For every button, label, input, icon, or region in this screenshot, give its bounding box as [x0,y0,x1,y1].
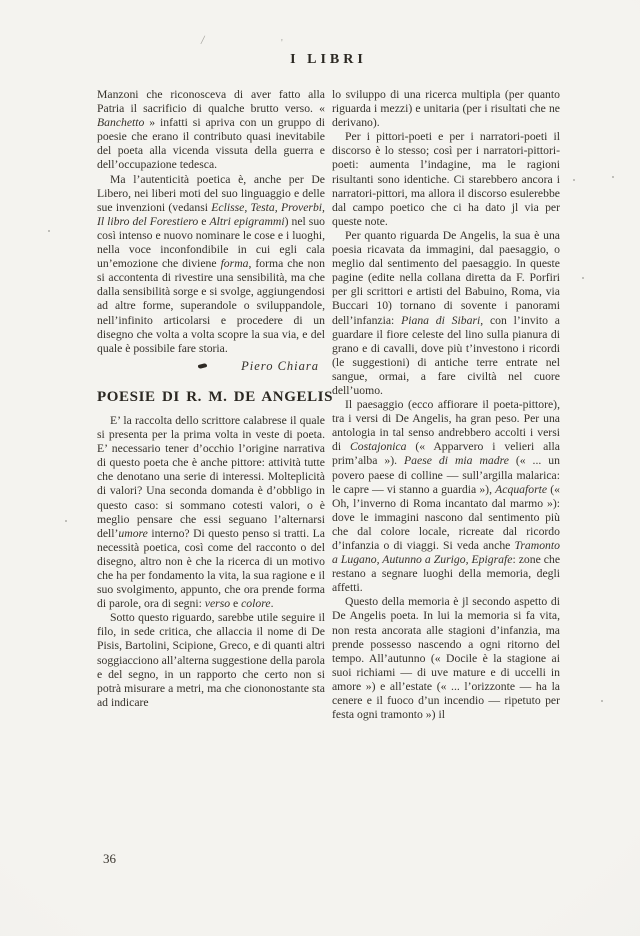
pencil-mark-icon: ' [281,38,283,49]
text-run: Questo della memoria è jl secondo aspetto di De Angelis poeta. In lui la memoria si fa vita, non resta ancorata alle stagioni d’infanzia, ma prende possesso nascendo a ogni ritorno del tempo. All’autunno (« Docile è la stagione ai suoi richiami — di uve mature e di uccelli in amore ») e all’estate (« ... l’orizzonte — ha la cenere e il fuoco d’un incendio — ripetuto per festa ogni tramonto ») il [332,595,560,722]
italic-text-run: Eclisse, Testa, Proverbi, Il libro del Forestiero [97,200,325,228]
text-run: ) nel suo così intenso e nuovo nominare le cose e i luoghi, nella voce inconfondibile in cui egli cala un’emozione che diviene [97,214,326,271]
text-run: , forma che non si accontenta di rivestire una sensibilità, ma che dalla sensibilità sorge e si svolge, aggiungendosi ad altre forme, superandole o sviluppandole, nell’infinito articolarsi e procedere di un disegno che volta a volta scopre la sua via, e del quale è possibile fare storia. [97,257,325,355]
scan-speck [65,520,67,522]
right-column-body [332,88,560,722]
scan-speck [573,179,575,181]
text-run: e [198,214,210,228]
text-run: . [270,597,274,611]
italic-text-run: umore [118,526,148,540]
text-run: : zone che restano a segnare luoghi della memoria, degli affetti. [332,553,561,595]
text-run: Il paesaggio (ecco affiorare il poeta-pittore), tra i versi di De Angelis, ha gran peso. Per una antologia in tal senso andrebbero accolti i versi di [332,398,560,454]
italic-text-run: Paese di mia madre [404,454,509,468]
italic-text-run: Banchetto [97,116,145,130]
scan-speck [601,700,603,702]
text-run: (« Apparvero i velieri alla prim’alba »). [332,440,560,468]
article-de-libero-body [97,88,325,356]
text-run: e [230,597,242,611]
italic-text-run: Acquaforte [495,482,548,496]
text-run: lo sviluppo di una ricerca multipla (per quanto riguarda i mezzi) e unitaria (per i risultati che ne derivano). [332,88,560,130]
scan-speck [582,277,584,279]
italic-text-run: Costajonica [349,440,407,454]
article-title: POESIE DI R. M. DE ANGELIS [97,388,334,405]
paragraph [332,130,560,229]
text-run: Sotto questo riguardo, sarebbe utile seguire il filo, in sede critica, che allaccia il nome di De Pisis, Bartolini, Scipione, Greco, e di quanti altri soggiacciono all’alterna suggestione della parola e del segno, in un rapporto che certo non si potrà misurare a metri, ma che ciononostante sta ad indicare [97,611,325,709]
text-run: » infatti si apriva con un gruppo di poesie che erano il contributo quasi inevitabile del poeta alla vicenda vissuta della guerra e dell’occupazione tedesca. [97,116,325,172]
italic-text-run: verso [204,597,231,611]
left-column [97,88,334,710]
italic-text-run: Piana di Sibari [401,313,481,327]
scan-speck [48,230,50,232]
text-run: Per quanto riguarda De Angelis, la sua è una poesia ricavata da immagini, dal paesaggio, o meglio dal sentimento del paesaggio. In queste pagine (edite nella collana diretta da F. Porfiri per gli scrittori e artisti del Babuino, Roma, via Buccari 10) tornano di sovente i panorami dell’infanzia: [332,228,560,327]
ink-blot-icon [198,363,208,369]
page-number: 36 [103,851,116,866]
paragraph [332,88,560,130]
text-run: Per i pittori-poeti e per i narratori-poeti il discorso è lo stesso; così per i narratori-pittori-poeti: aumenta l’indagine, ma le ragioni risultanti sono identiche. Ci starebbero ancora i narratori-pittori, ma allora il discorso esulerebbe dal campo poetico che ci ha dato jl via per queste note. [332,130,560,228]
text-run: E’ la raccolta dello scrittore calabrese il quale si presenta per la prima volta in veste di poeta. E’ necessario tener d’occhio l’origine narrativa di questo poeta che è anche pittore: attività tutte che denotano una serie di interessi. Molteplicità di valori? Una seconda domanda è d’obbligo in questo caso: si sommano cotesti valori, o è meglio pensare che essi seguano l’alternarsi dell’ [97,413,325,540]
paragraph [332,229,560,398]
author-signature: Piero Chiara [241,358,319,373]
pencil-mark-icon: / [200,31,206,48]
paragraph [97,88,325,173]
italic-text-run: colore [241,597,271,611]
paragraph [97,173,325,356]
signature-row [97,359,319,373]
italic-text-run: forma [220,257,249,271]
text-run: , con l’invito a guardare il fiore celeste del lino sulla pianura di grano e di cavalli, dove più t’investono i ricordi (le suggestioni) di antiche terre entrate nel sangue, ormai, a fare civiltà nel cuore dell’uomo. [332,313,560,397]
text-run: (« Oh, l’inverno di Roma incantato dal marmo »): dove le immagini nascono dal sentimento più che dal colore locale, ricreate dal ricordo d’infanzia o di viaggi. Si veda anche [332,482,560,552]
italic-text-run: Altri epigrammi [209,214,285,228]
paragraph [97,611,325,710]
right-column [332,88,560,722]
text-run: interno? Di questo penso si tratti. La necessità poetica, così come del racconto o del disegno, altro non è che la ricerca di un motivo che ha per fondamento la vita, la sua ragione e il suo svolgimento, appunto, che ora prende forma di parole, ora di segni: [97,526,325,611]
paragraph [332,398,560,595]
paragraph [97,414,325,611]
text-run: Manzoni che riconosceva di aver fatto alla Patria il sacrificio di qualche brutto verso. « [97,88,325,116]
section-masthead: I LIBRI [290,52,367,67]
scan-speck [612,176,614,178]
text-run: Ma l’autenticità poetica è, anche per De Libero, nei liberi moti del suo linguaggio e delle sue invenzioni (vedansi [97,172,325,214]
article-de-angelis-body [97,414,325,710]
italic-text-run: Tramonto a Lugano, Autunno a Zurigo, Epigrafe [332,539,560,567]
text-run: (« ... un povero paese di colline — sull’argilla malarica: le capre — vi stanno a guardia »), [332,454,560,496]
paragraph [332,595,560,722]
